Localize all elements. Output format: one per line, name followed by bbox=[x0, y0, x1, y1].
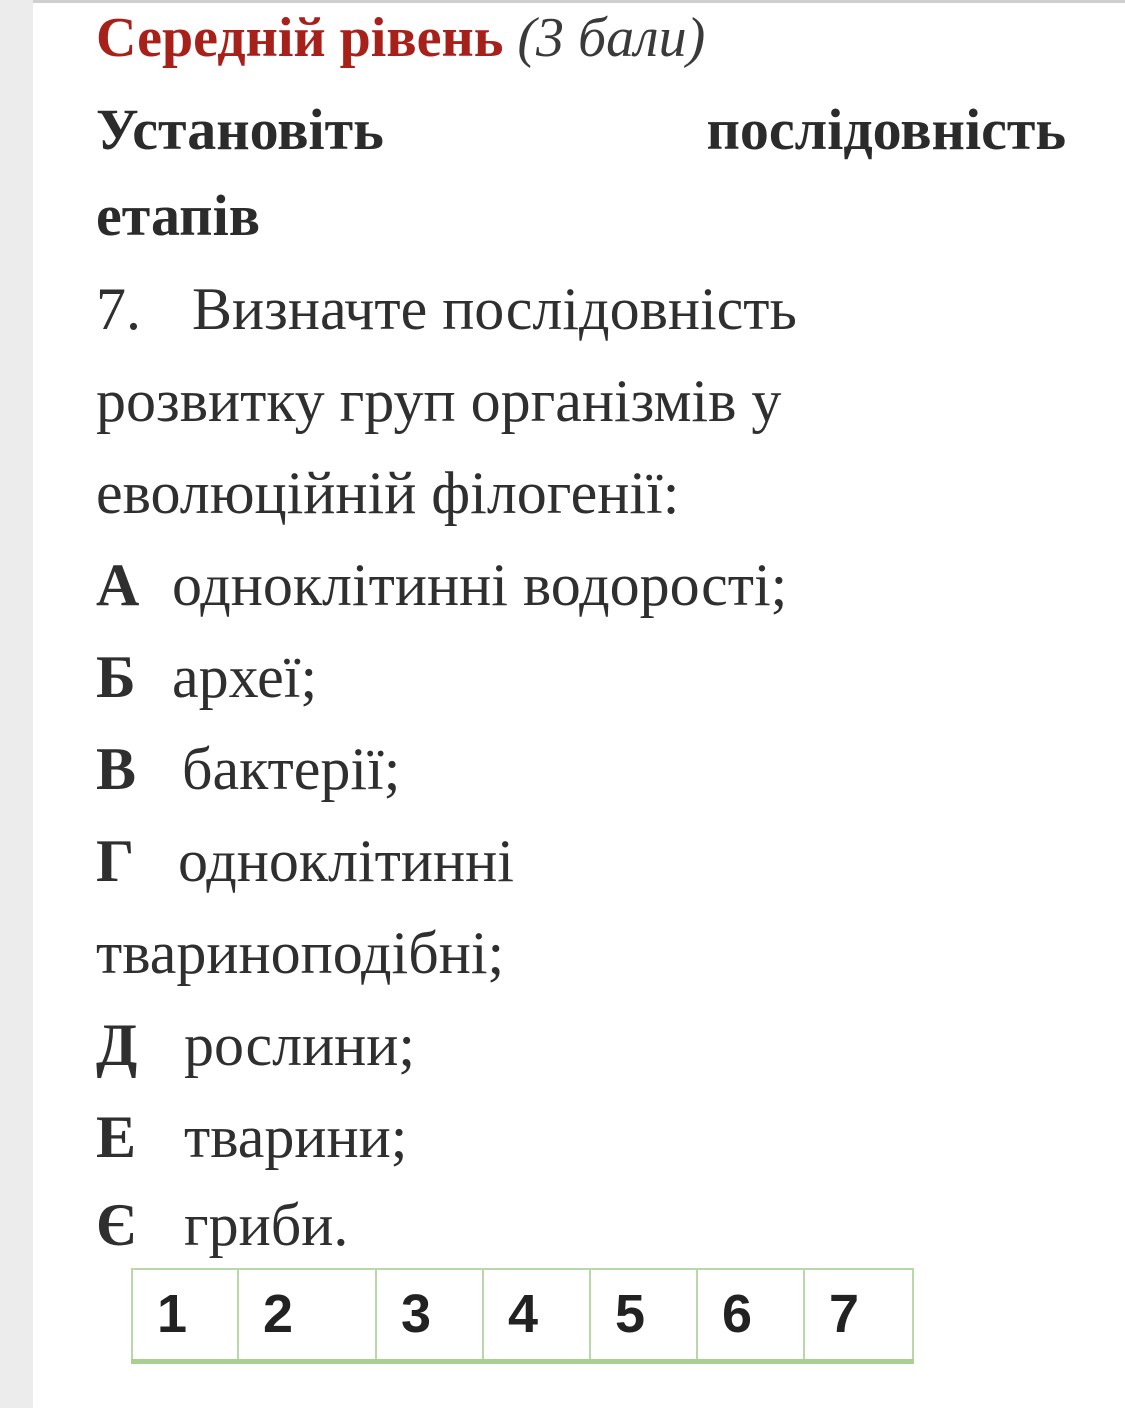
question-line-2 bbox=[96, 366, 781, 436]
option-a bbox=[96, 550, 787, 620]
question-line-1 bbox=[96, 274, 797, 344]
option-text: рослини; bbox=[184, 1012, 416, 1078]
answer-cell[interactable]: 4 bbox=[483, 1269, 590, 1361]
question-line-3 bbox=[96, 458, 679, 528]
option-text: археї; bbox=[172, 644, 318, 710]
answer-cell[interactable]: 6 bbox=[697, 1269, 804, 1361]
instruction-word: Установіть bbox=[96, 97, 384, 162]
question-text: розвитку груп організмів у bbox=[96, 368, 782, 434]
answer-table-row bbox=[132, 1269, 913, 1361]
option-b bbox=[96, 642, 317, 712]
difficulty-level: Середній рівень bbox=[96, 7, 504, 69]
section-heading bbox=[96, 6, 705, 70]
option-letter: В bbox=[96, 736, 137, 802]
answer-cell[interactable]: 2 bbox=[238, 1269, 376, 1361]
option-v bbox=[96, 734, 400, 804]
question-number: 7. bbox=[96, 276, 141, 342]
instruction-word: послідовність bbox=[706, 97, 1066, 162]
instruction-line-1 bbox=[96, 98, 1066, 162]
answer-cell[interactable]: 5 bbox=[590, 1269, 697, 1361]
points-note: (3 бали) bbox=[517, 7, 706, 69]
option-e bbox=[96, 1102, 407, 1172]
answer-cell[interactable]: 3 bbox=[376, 1269, 483, 1361]
option-letter: Є bbox=[96, 1192, 137, 1258]
option-text: гриби. bbox=[184, 1192, 349, 1258]
option-text: одноклітинні водорості; bbox=[172, 552, 788, 618]
option-d bbox=[96, 1010, 415, 1080]
option-letter: Г bbox=[96, 828, 135, 894]
option-letter: Д bbox=[96, 1012, 138, 1078]
option-h-continued bbox=[96, 918, 504, 988]
answer-cell[interactable]: 7 bbox=[804, 1269, 913, 1361]
option-letter: А bbox=[96, 552, 140, 618]
answer-table bbox=[131, 1268, 914, 1364]
option-text: твариноподібні; bbox=[96, 920, 505, 986]
option-text: одноклітинні bbox=[178, 828, 514, 894]
option-letter: Е bbox=[96, 1104, 137, 1170]
answer-cell[interactable]: 1 bbox=[132, 1269, 238, 1361]
instruction-line-2 bbox=[96, 184, 1066, 248]
option-text: тварини; bbox=[184, 1104, 408, 1170]
instruction-word: етапів bbox=[96, 183, 261, 248]
option-ye bbox=[96, 1190, 348, 1260]
option-letter: Б bbox=[96, 644, 136, 710]
question-text: Визначте послідовність bbox=[192, 276, 797, 342]
question-text: еволюційній філогенії: bbox=[96, 460, 680, 526]
option-text: бактерії; bbox=[182, 736, 401, 802]
option-h bbox=[96, 826, 514, 896]
